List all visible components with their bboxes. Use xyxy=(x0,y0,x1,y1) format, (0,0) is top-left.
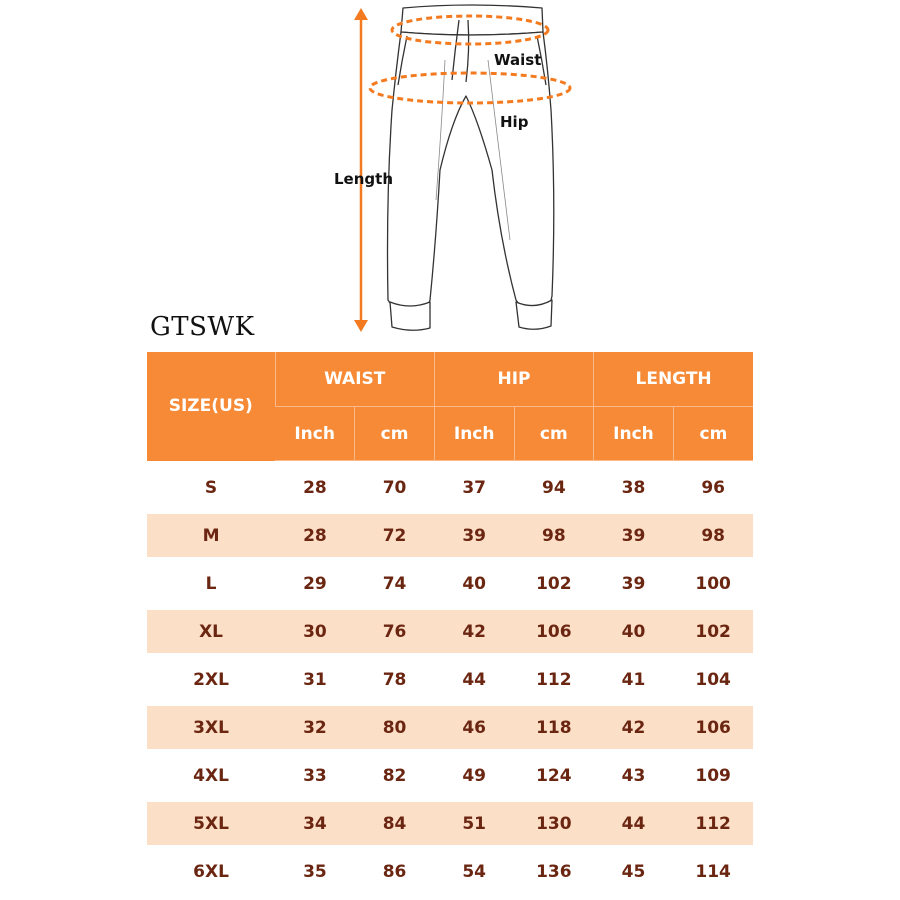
length-group-header: LENGTH xyxy=(594,352,753,407)
size-cell: 5XL xyxy=(147,802,275,845)
measurement-cell: 106 xyxy=(673,706,753,749)
waist-label: Waist xyxy=(494,51,542,69)
table-row xyxy=(147,706,753,749)
table-row xyxy=(147,658,753,701)
brand-name: GTSWK xyxy=(150,312,255,342)
measurement-cell: 98 xyxy=(514,514,594,557)
measurement-cell: 102 xyxy=(673,610,753,653)
measurement-cell: 31 xyxy=(303,669,327,690)
measurement-cell: 49 xyxy=(462,765,487,786)
measurement-cell: 106 xyxy=(514,610,594,653)
length-label: Length xyxy=(334,170,393,188)
measurement-cell: 39 xyxy=(434,514,514,557)
measurement-cell: 104 xyxy=(695,669,731,690)
measurement-cell: 41 xyxy=(621,669,646,690)
measurement-cell: 46 xyxy=(434,706,514,749)
size-cell: 6XL xyxy=(193,861,229,882)
measurement-cell: 112 xyxy=(673,802,753,845)
measurement-cell: 29 xyxy=(303,573,327,594)
table-group-header-row xyxy=(147,352,753,407)
measurement-cell: 34 xyxy=(275,802,355,845)
measurement-cell: 114 xyxy=(695,861,731,882)
waist-group-header: WAIST xyxy=(275,352,434,407)
measurement-cell: 37 xyxy=(462,477,487,498)
table-row xyxy=(147,466,753,509)
measurement-cell: 76 xyxy=(355,610,435,653)
measurement-cell: 74 xyxy=(382,573,407,594)
measurement-cell: 44 xyxy=(462,669,487,690)
pants-illustration xyxy=(0,0,900,345)
measurement-cell: 82 xyxy=(382,765,407,786)
size-cell: S xyxy=(204,477,218,498)
measurement-cell: 102 xyxy=(536,573,572,594)
size-cell: L xyxy=(205,573,217,594)
size-cell: XL xyxy=(147,610,275,653)
measurement-cell: 130 xyxy=(514,802,594,845)
measurement-cell: 39 xyxy=(621,573,646,594)
unit-header: Inch xyxy=(594,407,674,461)
unit-header: cm xyxy=(514,407,594,461)
measurement-cell: 109 xyxy=(695,765,731,786)
table-row xyxy=(147,850,753,893)
measurement-cell: 40 xyxy=(462,573,487,594)
table-row xyxy=(147,562,753,605)
measurement-cell: 45 xyxy=(621,861,646,882)
table-row xyxy=(147,754,753,797)
measurement-cell: 112 xyxy=(536,669,572,690)
table-row xyxy=(147,514,753,557)
measurement-cell: 96 xyxy=(701,477,725,498)
size-cell: 4XL xyxy=(193,765,229,786)
measurement-cell: 30 xyxy=(275,610,355,653)
measurement-cell: 35 xyxy=(303,861,327,882)
measurement-cell: 118 xyxy=(514,706,594,749)
unit-header: Inch xyxy=(434,407,514,461)
measurement-cell: 28 xyxy=(275,514,355,557)
measurement-cell: 78 xyxy=(382,669,407,690)
measurement-cell: 44 xyxy=(594,802,674,845)
hip-group-header: HIP xyxy=(434,352,593,407)
size-cell: M xyxy=(147,514,275,557)
measurement-cell: 43 xyxy=(621,765,646,786)
size-cell: 3XL xyxy=(147,706,275,749)
hip-label: Hip xyxy=(500,113,529,131)
unit-header: cm xyxy=(355,407,435,461)
measurement-cell: 38 xyxy=(621,477,646,498)
measurement-cell: 86 xyxy=(382,861,407,882)
size-column-header: SIZE(US) xyxy=(147,352,275,461)
measurement-cell: 84 xyxy=(355,802,435,845)
pants-measurement-diagram xyxy=(0,0,900,345)
unit-header: Inch xyxy=(275,407,355,461)
measurement-cell: 124 xyxy=(536,765,572,786)
measurement-cell: 39 xyxy=(594,514,674,557)
measurement-cell: 40 xyxy=(594,610,674,653)
unit-header: cm xyxy=(673,407,753,461)
measurement-cell: 54 xyxy=(462,861,487,882)
measurement-cell: 98 xyxy=(673,514,753,557)
measurement-cell: 94 xyxy=(541,477,566,498)
measurement-cell: 32 xyxy=(275,706,355,749)
measurement-cell: 80 xyxy=(355,706,435,749)
measurement-cell: 33 xyxy=(303,765,327,786)
size-chart-table xyxy=(147,352,753,893)
measurement-cell: 72 xyxy=(355,514,435,557)
measurement-cell: 42 xyxy=(434,610,514,653)
measurement-cell: 28 xyxy=(303,477,327,498)
table-row xyxy=(147,610,753,653)
measurement-cell: 70 xyxy=(382,477,407,498)
measurement-cell: 136 xyxy=(536,861,572,882)
measurement-cell: 100 xyxy=(695,573,731,594)
measurement-cell: 51 xyxy=(434,802,514,845)
measurement-cell: 42 xyxy=(594,706,674,749)
size-cell: 2XL xyxy=(193,669,229,690)
table-row xyxy=(147,802,753,845)
